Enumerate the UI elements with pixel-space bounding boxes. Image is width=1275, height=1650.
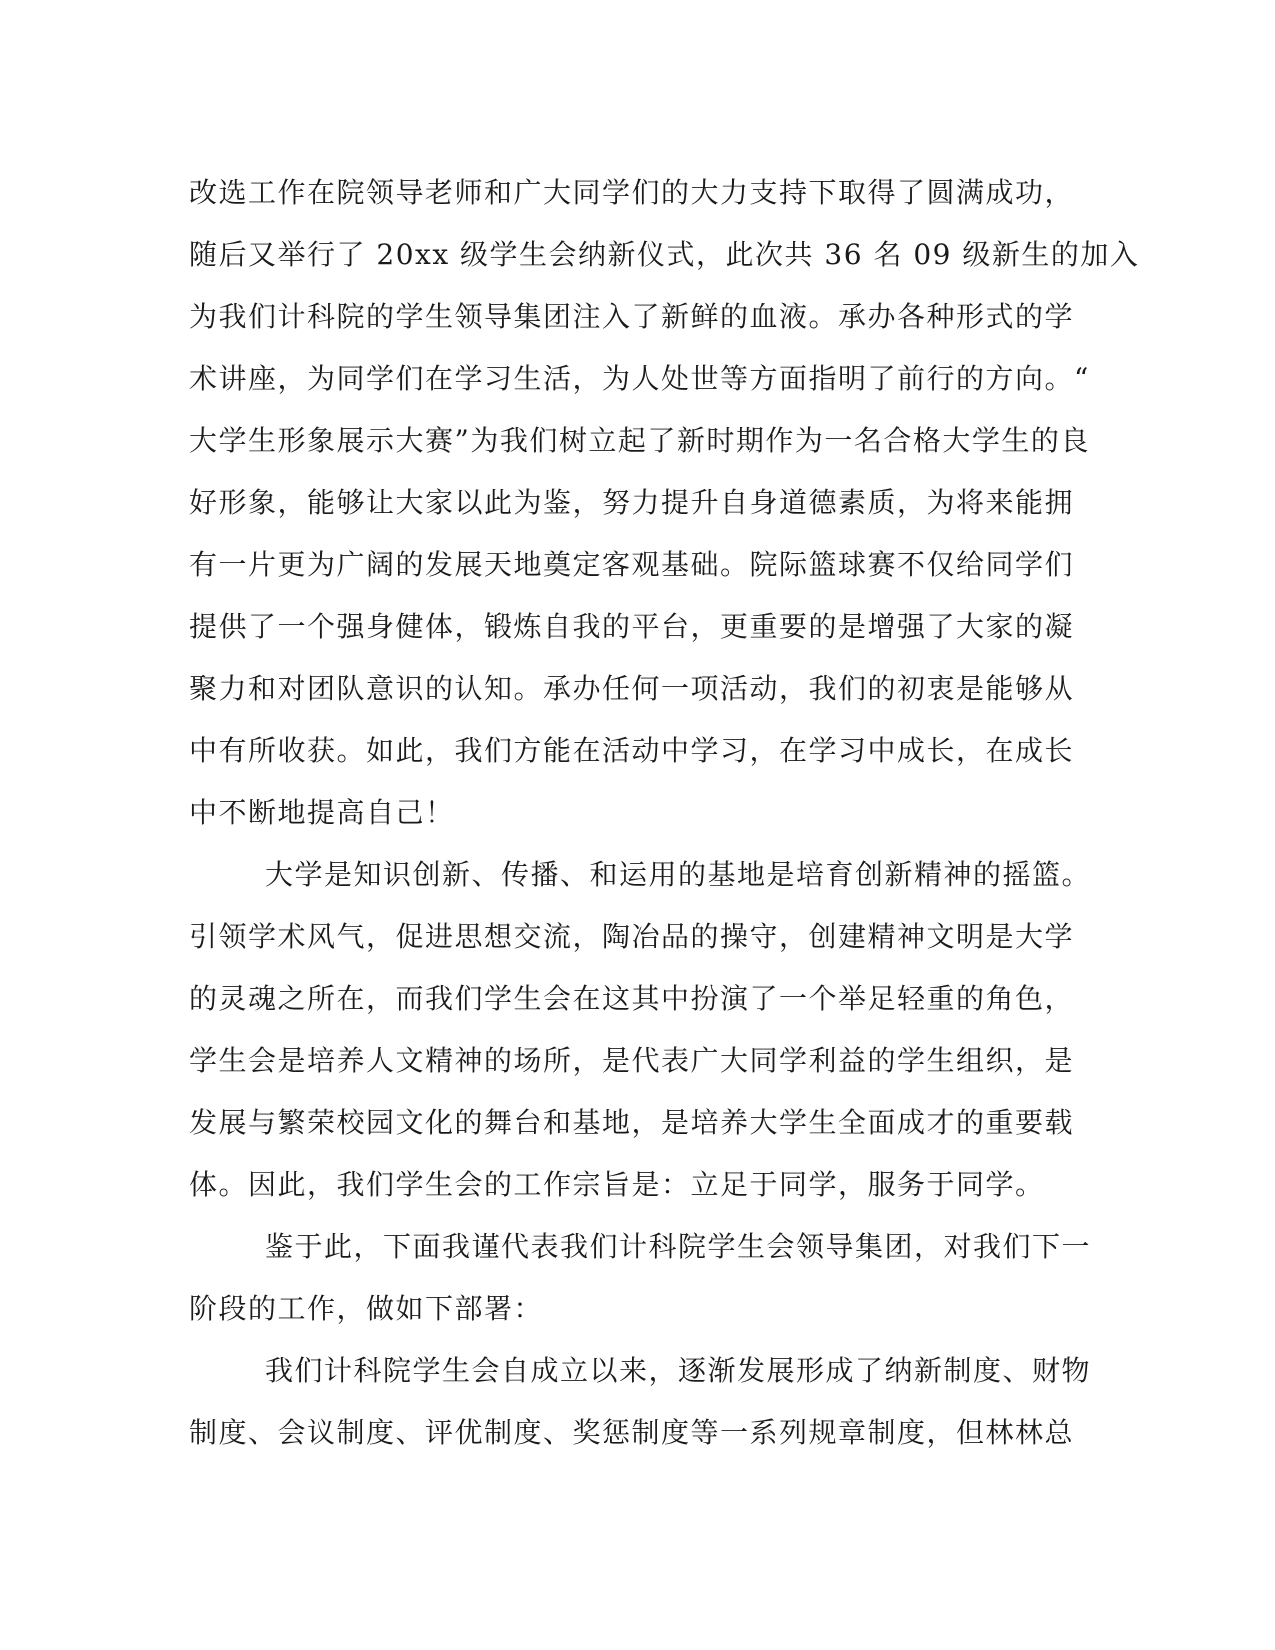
text-line: 大学是知识创新、传播、和运用的基地是培育创新精神的摇篮。 bbox=[265, 858, 1092, 891]
text-line: 有一片更为广阔的发展天地奠定客观基础。院际篮球赛不仅给同学们 bbox=[189, 548, 1075, 581]
text-line: 我们计科院学生会自成立以来，逐渐发展形成了纳新制度、财物 bbox=[265, 1354, 1092, 1387]
text-line: 改选工作在院领导老师和广大同学们的大力支持下取得了圆满成功， bbox=[189, 176, 1075, 209]
text-line: 阶段的工作，做如下部署： bbox=[189, 1292, 544, 1325]
text-line: 鉴于此，下面我谨代表我们计科院学生会领导集团，对我们下一 bbox=[265, 1230, 1092, 1263]
text-line: 制度、会议制度、评优制度、奖惩制度等一系列规章制度，但林林总 bbox=[189, 1416, 1075, 1449]
text-line: 随后又举行了 20xx 级学生会纳新仪式，此次共 36 名 09 级新生的加入 bbox=[189, 238, 1140, 271]
text-line: 引领学术风气，促进思想交流，陶冶品的操守，创建精神文明是大学 bbox=[189, 920, 1075, 953]
text-line: 学生会是培养人文精神的场所，是代表广大同学利益的学生组织，是 bbox=[189, 1044, 1075, 1077]
document-body bbox=[189, 162, 1140, 1464]
text-line: 发展与繁荣校园文化的舞台和基地，是培养大学生全面成才的重要载 bbox=[189, 1106, 1075, 1139]
text-line: 的灵魂之所在，而我们学生会在这其中扮演了一个举足轻重的角色， bbox=[189, 982, 1075, 1015]
text-line: 术讲座，为同学们在学习生活，为人处世等方面指明了前行的方向。“ bbox=[189, 362, 1090, 395]
text-line: 为我们计科院的学生领导集团注入了新鲜的血液。承办各种形式的学 bbox=[189, 300, 1075, 333]
text-line: 中有所收获。如此，我们方能在活动中学习，在学习中成长，在成长 bbox=[189, 734, 1075, 767]
text-line: 大学生形象展示大赛”为我们树立起了新时期作为一名合格大学生的良 bbox=[189, 424, 1090, 457]
text-line: 聚力和对团队意识的认知。承办任何一项活动，我们的初衷是能够从 bbox=[189, 672, 1075, 705]
text-line: 体。因此，我们学生会的工作宗旨是：立足于同学，服务于同学。 bbox=[189, 1168, 1045, 1201]
text-line: 提供了一个强身健体，锻炼自我的平台，更重要的是增强了大家的凝 bbox=[189, 610, 1075, 643]
text-line: 中不断地提高自己！ bbox=[189, 796, 455, 829]
text-line: 好形象，能够让大家以此为鉴，努力提升自身道德素质，为将来能拥 bbox=[189, 486, 1075, 519]
